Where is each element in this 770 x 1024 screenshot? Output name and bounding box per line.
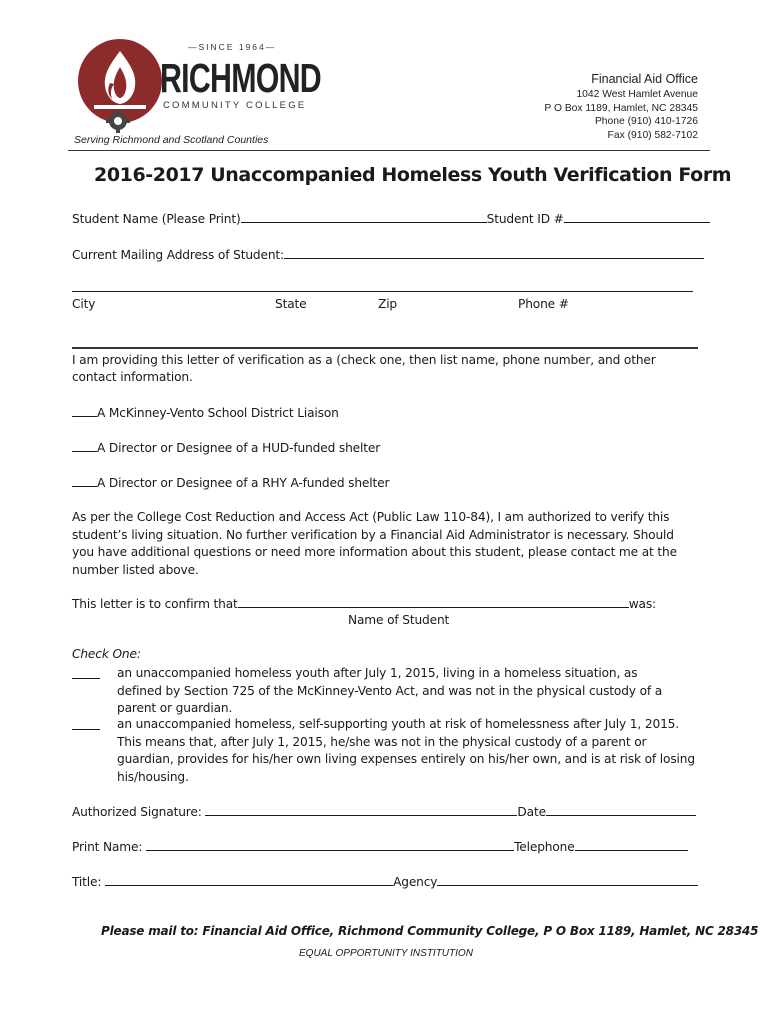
since-label: —SINCE 1964— — [188, 42, 277, 52]
option-hud — [72, 439, 380, 455]
check-one-label: Check One — [72, 647, 137, 661]
name-of-student-caption: Name of Student — [348, 613, 450, 627]
form-title: 2016-2017 Unaccompanied Homeless Youth Verification Form — [94, 164, 732, 186]
address-line-2[interactable] — [72, 291, 693, 292]
city-label: City — [72, 297, 96, 311]
telephone-field[interactable] — [575, 838, 688, 851]
header-divider — [68, 150, 710, 151]
office-address-1: 1042 West Hamlet Avenue — [576, 89, 698, 100]
serving-counties: Serving Richmond and Scotland Counties — [74, 134, 269, 146]
office-title: Financial Aid Office — [591, 72, 698, 86]
option-liaison-check[interactable] — [72, 404, 97, 417]
option-rhy-label: A Director or Designee of a RHY A-funded shelter — [97, 476, 390, 490]
date-label: Date — [517, 805, 546, 819]
authorized-signature-row — [72, 803, 696, 819]
mailing-address-field[interactable] — [284, 246, 704, 259]
authority-paragraph: As per the College Cost Reduction and Access Act (Public Law 110-84), I am authorized to verify this student’s living situation. No further verification by a Financial Aid Administrator is necessary. Should you have additional questions or need more information about this student, please contact me at the number listed above. — [72, 510, 677, 577]
college-name: RICHMOND — [160, 55, 321, 101]
college-logo — [74, 37, 166, 133]
agency-field[interactable] — [437, 873, 698, 886]
option-liaison-label: A McKinney-Vento School District Liaison — [97, 406, 339, 420]
office-phone: Phone (910) 410-1726 — [594, 116, 698, 127]
telephone-label: Telephone — [514, 840, 575, 854]
option-rhy-check[interactable] — [72, 474, 97, 487]
check-option-2-text: an unaccompanied homeless, self-supporting youth at risk of homelessness after July 1, 2015. This means that, after July 1, 2015, he/she was not in the physical custody of a parent or guardian, provides for his/her own living expenses entirely on his/her own, and is at risk of losing his/housing. — [117, 717, 695, 784]
zip-label: Zip — [378, 297, 398, 311]
option-hud-label: A Director or Designee of a HUD-funded shelter — [97, 441, 381, 455]
verification-intro: I am providing this letter of verification as a (check one, then list name, phone number, and other contact information. — [72, 353, 656, 384]
office-contact-block — [544, 71, 698, 142]
check-one-heading: Check One: — [72, 647, 141, 661]
phone-label: Phone # — [518, 297, 569, 311]
confirm-prefix: This letter is to confirm that — [72, 597, 238, 611]
mailing-address-row — [72, 246, 704, 262]
date-field[interactable] — [546, 803, 696, 816]
title-label: Title: — [72, 875, 102, 889]
office-address-2: P O Box 1189, Hamlet, NC 28345 — [544, 102, 698, 114]
option-hud-check[interactable] — [72, 439, 97, 452]
print-name-row — [72, 838, 688, 854]
student-name-label: Student Name (Please Print) — [72, 212, 241, 226]
print-name-label: Print Name: — [72, 840, 143, 854]
college-subtitle: COMMUNITY COLLEGE — [163, 100, 307, 111]
option-rhy — [72, 474, 389, 490]
agency-label: Agency — [393, 875, 438, 889]
mailing-address-label: Current Mailing Address of Student: — [72, 248, 284, 262]
student-name-row — [72, 210, 710, 226]
student-id-field[interactable] — [564, 210, 710, 223]
check-option-1-blank[interactable] — [72, 678, 100, 679]
state-label: State — [275, 297, 307, 311]
mail-to-instructions: Please mail to: Financial Aid Office, Richmond Community College, P O Box 1189, Hamlet, NC 28345 — [101, 924, 759, 938]
student-name-field[interactable] — [241, 210, 487, 223]
check-option-2-blank[interactable] — [72, 729, 100, 730]
title-row — [72, 873, 698, 889]
authorized-signature-field[interactable] — [205, 803, 517, 816]
print-name-field[interactable] — [146, 838, 514, 851]
section-divider — [72, 347, 698, 349]
confirm-suffix: was: — [628, 597, 656, 611]
student-name-confirm-field[interactable] — [238, 595, 629, 608]
equal-opportunity-note: EQUAL OPPORTUNITY INSTITUTION — [299, 948, 473, 959]
confirm-row — [72, 595, 656, 611]
authorized-signature-label: Authorized Signature: — [72, 805, 202, 819]
office-fax: Fax (910) 582-7102 — [607, 129, 698, 141]
option-liaison — [72, 404, 339, 420]
check-option-1-text: an unaccompanied homeless youth after July 1, 2015, living in a homeless situation, as defined by Section 725 of the McKinney-Vento Act, and was not in the physical custody of a parent or guardian. — [117, 666, 663, 715]
student-id-label: Student ID # — [486, 212, 564, 226]
title-field[interactable] — [105, 873, 393, 886]
